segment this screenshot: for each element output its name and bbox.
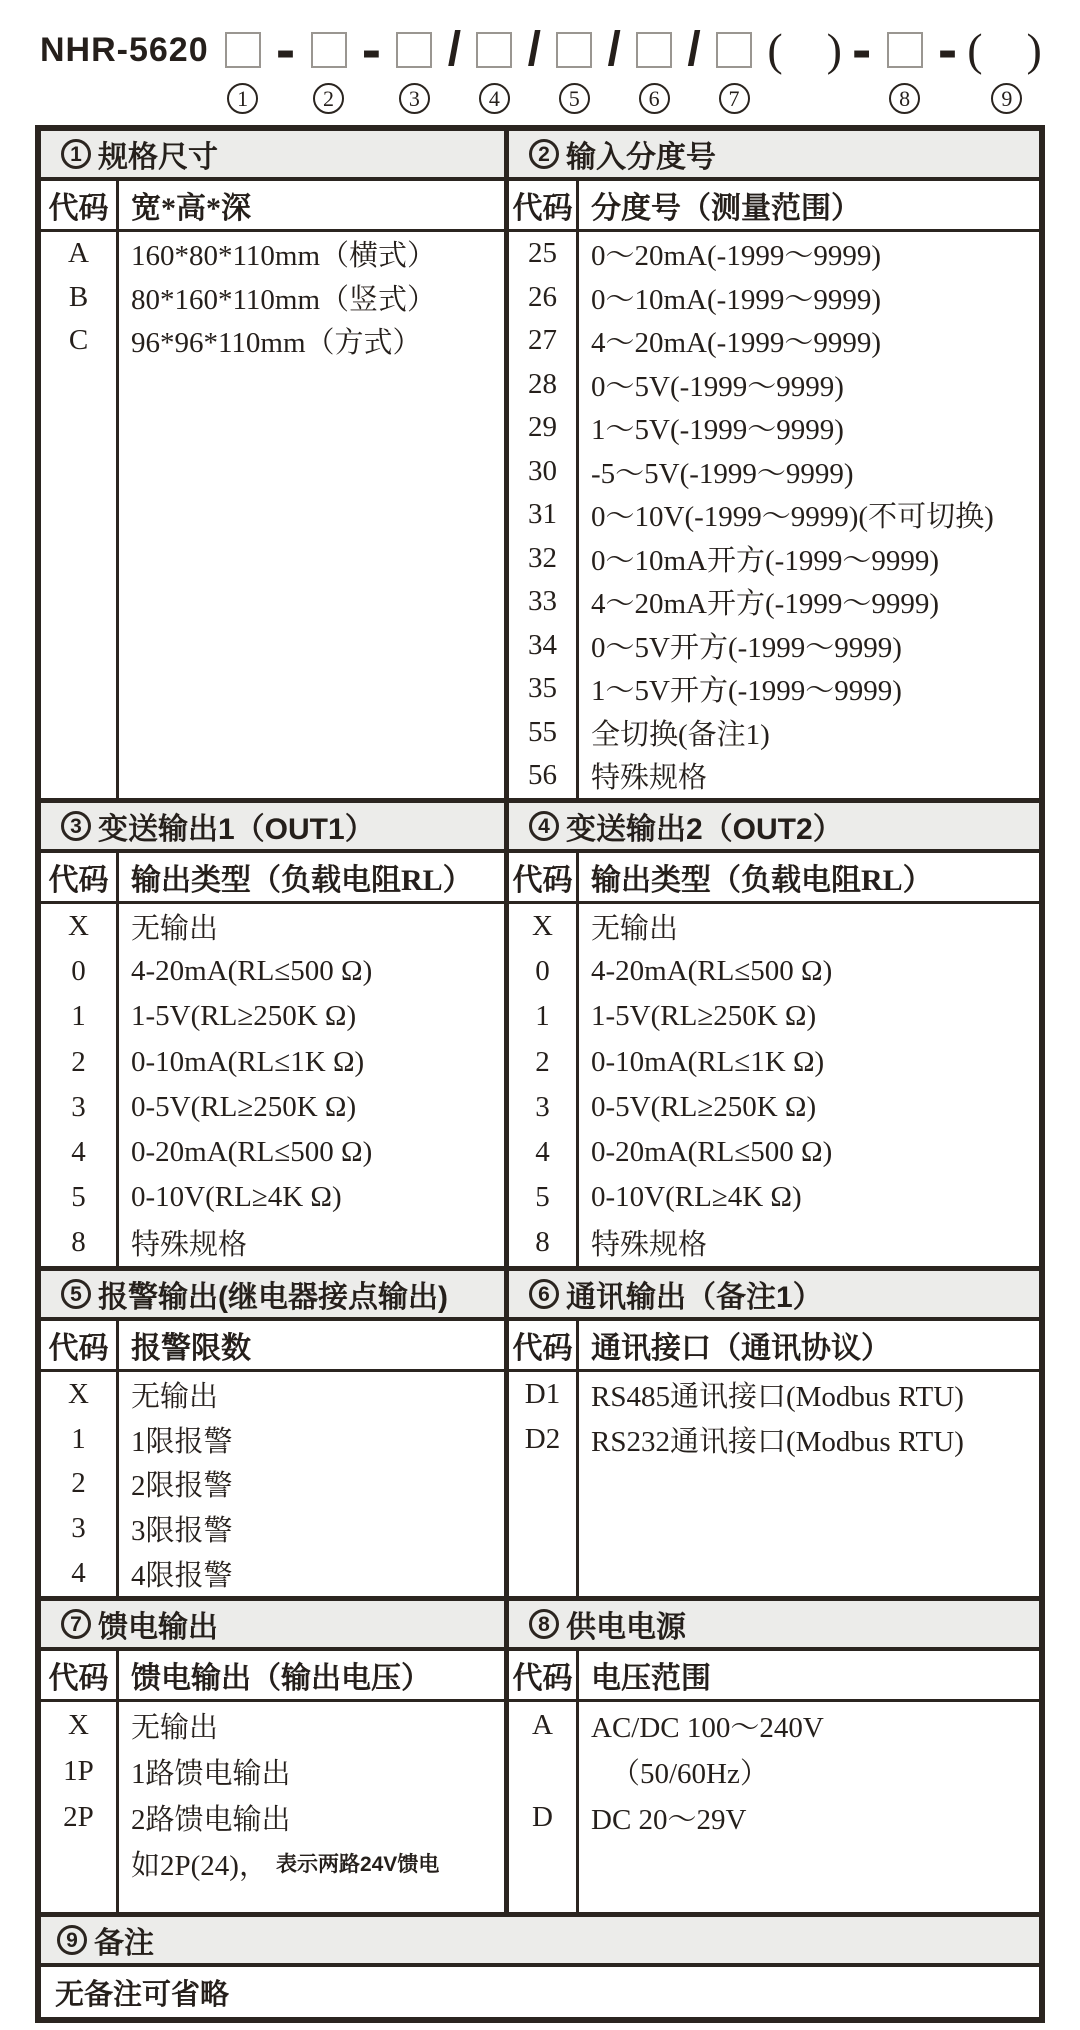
code-cell: 4 [71, 1557, 86, 1590]
code-cell: 4 [535, 1136, 550, 1169]
code-cell: X [68, 910, 89, 943]
code-box-2 [311, 30, 347, 114]
dash-separator: - [937, 17, 958, 82]
dash-separator: - [361, 17, 382, 82]
code-cell: 28 [528, 367, 557, 400]
section-9-number: 9 [57, 1925, 87, 1955]
section-4-body [509, 904, 1039, 1266]
col-header-code: 代码 [41, 1321, 119, 1369]
section-8-header [509, 1601, 1039, 1651]
section-9-title: 备注 [94, 1927, 154, 1960]
open-paren: ( [967, 24, 983, 75]
code-cell: 1 [71, 1000, 86, 1033]
position-number-1: 1 [227, 83, 258, 114]
code-box-5 [556, 30, 592, 114]
section-3-header [41, 803, 504, 853]
code-box-2-field [311, 32, 347, 68]
section-1-header [41, 131, 504, 181]
col-header-code: 代码 [509, 853, 579, 901]
desc-cell: 0-10V(RL≥4K Ω) [591, 1181, 802, 1214]
close-paren: ) [1026, 24, 1042, 75]
close-paren: ) [826, 24, 842, 75]
section-1-body [41, 232, 504, 798]
col-header-code: 代码 [41, 181, 119, 229]
code-cell: 4 [71, 1136, 86, 1169]
model-tokens [225, 17, 1042, 114]
desc-cell: 4～20mA(-1999～9999) [591, 327, 881, 360]
code-cell: A [532, 1708, 553, 1741]
paren-group [767, 17, 872, 114]
code-cell: 35 [528, 672, 557, 705]
section-pair-1-2 [41, 131, 1039, 803]
paren-group-remarks [937, 17, 1042, 114]
slash-separator: / [687, 23, 701, 76]
code-cell: B [68, 280, 89, 313]
desc-cell: 0～10mA开方(-1999～9999) [591, 544, 939, 577]
section-5-header [41, 1271, 504, 1321]
section-2-column-header [509, 181, 1039, 232]
desc-cell: 4-20mA(RL≤500 Ω) [591, 955, 833, 988]
code-box-5-field [556, 32, 592, 68]
section-remarks-header [41, 1917, 1039, 1967]
code-cell: 55 [528, 715, 557, 748]
col-header-desc: 输出类型（负载电阻RL） [591, 864, 933, 897]
section-transmit-output-2 [509, 803, 1039, 1266]
code-box-3 [396, 30, 432, 114]
col-header-desc: 馈电输出（输出电压） [131, 1662, 431, 1695]
section-pair-7-8 [41, 1601, 1039, 1917]
col-header-code: 代码 [509, 1321, 579, 1369]
section-6-header [509, 1271, 1039, 1321]
section-5-column-header [41, 1321, 504, 1372]
desc-cell: 1～5V(-1999～9999) [591, 414, 844, 447]
desc-cell: 4-20mA(RL≤500 Ω) [131, 955, 373, 988]
col-header-code: 代码 [41, 1651, 119, 1699]
desc-cell: 2路馈电输出 [131, 1803, 291, 1836]
code-cell: X [68, 1377, 89, 1410]
code-cell: 1 [535, 1000, 550, 1033]
position-number-6: 6 [639, 83, 670, 114]
dash-separator: - [275, 17, 296, 82]
section-3-number: 3 [61, 811, 91, 841]
section-6-body [509, 1372, 1039, 1596]
section-4-header [509, 803, 1039, 853]
position-number-4: 4 [479, 83, 510, 114]
desc-cell: 80*160*110mm（竖式） [131, 283, 437, 316]
desc-cell: 0-10mA(RL≤1K Ω) [591, 1045, 825, 1078]
desc-cell: （50/60Hz） [611, 1757, 769, 1790]
code-box-4-field [476, 32, 512, 68]
desc-cell: 96*96*110mm（方式） [131, 327, 422, 360]
section-comm-output [509, 1271, 1039, 1596]
desc-cell: 无输出 [131, 1380, 219, 1413]
note-small-text: 表示两路24V馈电 [275, 1853, 440, 1876]
code-box-6-field [636, 32, 672, 68]
col-header-code: 代码 [41, 853, 119, 901]
desc-cell: 4限报警 [131, 1560, 233, 1593]
section-3-body [41, 904, 504, 1266]
code-cell: A [68, 237, 89, 270]
col-header-desc: 通讯接口（通讯协议） [591, 1332, 891, 1365]
desc-cell: 0-20mA(RL≤500 Ω) [131, 1136, 373, 1169]
slash-separator: / [527, 23, 541, 76]
col-header-desc: 输出类型（负载电阻RL） [131, 864, 473, 897]
code-cell: 30 [528, 454, 557, 487]
section-alarm-output [41, 1271, 509, 1596]
section-4-number: 4 [529, 811, 559, 841]
desc-cell: -5～5V(-1999～9999) [591, 457, 854, 490]
code-box-8-field [887, 32, 923, 68]
position-number-5: 5 [559, 83, 590, 114]
section-1-title: 规格尺寸 [98, 141, 218, 174]
code-cell: 1P [63, 1754, 94, 1787]
position-number-2: 2 [313, 83, 344, 114]
position-number-3: 3 [399, 83, 430, 114]
code-cell: 2 [535, 1045, 550, 1078]
col-header-desc: 报警限数 [131, 1332, 251, 1365]
desc-cell: 0～10mA(-1999～9999) [591, 283, 881, 316]
desc-cell: 1路馈电输出 [131, 1757, 291, 1790]
desc-cell: 0～20mA(-1999～9999) [591, 240, 881, 273]
section-5-title: 报警输出(继电器接点输出) [98, 1281, 448, 1314]
slash-separator: / [447, 23, 462, 76]
desc-cell: 特殊规格 [591, 762, 708, 795]
code-cell: 56 [528, 759, 557, 792]
col-header-desc: 分度号（测量范围） [591, 192, 861, 225]
desc-cell: 无输出 [591, 913, 679, 946]
code-cell: C [68, 324, 89, 357]
section-8-number: 8 [529, 1609, 559, 1639]
section-feed-power-output [41, 1601, 509, 1912]
col-header-code: 代码 [509, 181, 579, 229]
col-header-code: 代码 [509, 1651, 579, 1699]
section-1-column-header [41, 181, 504, 232]
code-cell: 3 [535, 1090, 550, 1123]
desc-cell: 1限报警 [131, 1425, 233, 1458]
code-cell: 27 [528, 324, 557, 357]
section-7-title: 馈电输出 [98, 1611, 218, 1644]
section-power-supply [509, 1601, 1039, 1912]
section-remarks-note: 无备注可省略 [55, 1978, 230, 2011]
section-2-number: 2 [529, 139, 559, 169]
model-prefix: NHR-5620 [40, 31, 209, 69]
code-cell: 26 [528, 280, 557, 313]
code-cell: 3 [71, 1512, 86, 1545]
section-transmit-output-1 [41, 803, 509, 1266]
section-5-body [41, 1372, 504, 1596]
code-cell: 8 [535, 1226, 550, 1259]
section-3-column-header [41, 853, 504, 904]
desc-cell: 特殊规格 [131, 1229, 248, 1262]
desc-cell: DC 20～29V [591, 1803, 747, 1836]
desc-cell: 4～20mA开方(-1999～9999) [591, 588, 939, 621]
code-cell: 29 [528, 411, 557, 444]
code-cell [509, 1748, 576, 1794]
code-cell: 0 [71, 955, 86, 988]
code-cell: 2P [63, 1800, 94, 1833]
dash-separator: - [851, 17, 872, 82]
code-cell: 1 [71, 1422, 86, 1455]
open-paren: ( [767, 24, 783, 75]
desc-cell: 0-5V(RL≥250K Ω) [131, 1090, 357, 1123]
code-cell: 8 [71, 1226, 86, 1259]
desc-cell-note [119, 1840, 504, 1886]
section-3-title: 变送输出1（OUT1） [98, 813, 375, 846]
desc-cell: 0～5V开方(-1999～9999) [591, 631, 902, 664]
position-number-8: 8 [889, 83, 920, 114]
code-cell: 32 [528, 541, 557, 574]
note-text: 如2P(24)， [131, 1849, 268, 1882]
section-2-title: 输入分度号 [566, 141, 716, 174]
code-box-4 [476, 30, 512, 114]
section-8-body [509, 1702, 1039, 1912]
section-input-range-code [509, 131, 1039, 798]
section-6-number: 6 [529, 1279, 559, 1309]
section-4-title: 变送输出2（OUT2） [566, 813, 843, 846]
section-pair-5-6 [41, 1271, 1039, 1601]
desc-cell: 160*80*110mm（横式） [131, 240, 437, 273]
desc-cell: 2限报警 [131, 1470, 233, 1503]
desc-cell: 0-10V(RL≥4K Ω) [131, 1181, 342, 1214]
code-box-1 [225, 30, 261, 114]
position-number-9: 9 [991, 83, 1022, 114]
desc-cell: 0-20mA(RL≤500 Ω) [591, 1136, 833, 1169]
code-cell: D2 [524, 1422, 561, 1455]
code-cell: D [532, 1800, 553, 1833]
code-box-6 [636, 30, 672, 114]
code-cell: X [68, 1708, 89, 1741]
ordering-table [35, 125, 1045, 2023]
desc-cell: RS485通讯接口(Modbus RTU) [591, 1380, 964, 1413]
slash-separator: / [607, 23, 621, 76]
code-box-1-field [225, 32, 261, 68]
section-2-header [509, 131, 1039, 181]
code-cell: 5 [535, 1181, 550, 1214]
desc-cell: 1-5V(RL≥250K Ω) [591, 1000, 817, 1033]
code-box-7-field [716, 32, 752, 68]
section-8-title: 供电电源 [566, 1611, 686, 1644]
code-box-8 [887, 30, 923, 114]
desc-cell: 特殊规格 [591, 1229, 708, 1262]
col-header-desc: 宽*高*深 [131, 192, 251, 225]
desc-cell: 全切换(备注1) [591, 718, 770, 751]
desc-cell: 无输出 [131, 913, 219, 946]
code-cell: 5 [71, 1181, 86, 1214]
section-4-column-header [509, 853, 1039, 904]
section-7-body [41, 1702, 504, 1912]
code-cell [41, 1840, 116, 1886]
position-number-7: 7 [719, 83, 750, 114]
section-7-column-header [41, 1651, 504, 1702]
desc-cell: RS232通讯接口(Modbus RTU) [591, 1425, 964, 1458]
code-box-3-field [396, 32, 432, 68]
code-cell: 2 [71, 1467, 86, 1500]
section-7-header [41, 1601, 504, 1651]
desc-cell: 0-10mA(RL≤1K Ω) [131, 1045, 365, 1078]
code-cell: 33 [528, 585, 557, 618]
code-cell: D1 [524, 1377, 561, 1410]
code-cell: 34 [528, 628, 557, 661]
desc-cell: AC/DC 100～240V [591, 1711, 824, 1744]
code-cell: 31 [528, 498, 557, 531]
desc-cell: 0～10V(-1999～9999)(不可切换) [591, 501, 994, 534]
section-pair-3-4 [41, 803, 1039, 1271]
section-2-body [509, 232, 1039, 798]
section-7-number: 7 [61, 1609, 91, 1639]
code-cell: X [532, 910, 553, 943]
section-spec-size [41, 131, 509, 798]
desc-cell: 3限报警 [131, 1515, 233, 1548]
code-cell: 3 [71, 1090, 86, 1123]
section-6-title: 通讯输出（备注1） [566, 1281, 823, 1314]
code-cell: 25 [528, 237, 557, 270]
desc-cell: 1～5V开方(-1999～9999) [591, 675, 902, 708]
desc-cell: 无输出 [131, 1711, 219, 1744]
col-header-desc: 电压范围 [591, 1662, 711, 1695]
section-8-column-header [509, 1651, 1039, 1702]
desc-cell: 1-5V(RL≥250K Ω) [131, 1000, 357, 1033]
desc-cell: 0-5V(RL≥250K Ω) [591, 1090, 817, 1123]
code-cell: 2 [71, 1045, 86, 1078]
desc-cell: 0～5V(-1999～9999) [591, 370, 844, 403]
code-box-7 [716, 30, 752, 114]
section-6-column-header [509, 1321, 1039, 1372]
code-cell: 0 [535, 955, 550, 988]
model-code-line [40, 17, 1042, 114]
section-1-number: 1 [61, 139, 91, 169]
section-5-number: 5 [61, 1279, 91, 1309]
